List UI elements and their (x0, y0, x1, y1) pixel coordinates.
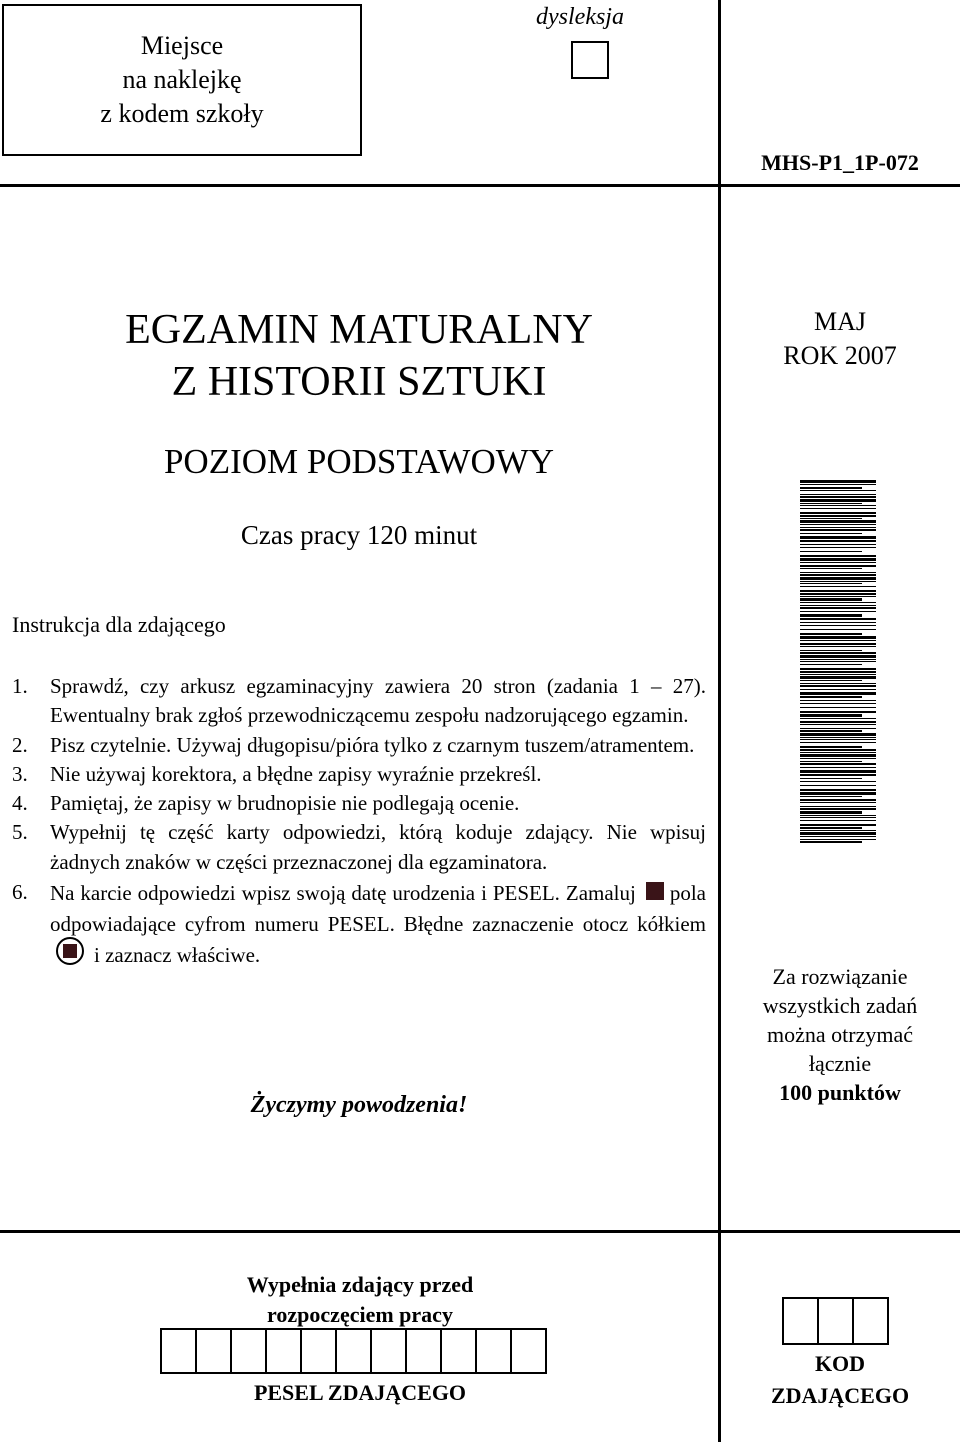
school-sticker-box (2, 4, 362, 156)
sticker-line-3: z kodem szkoły (100, 99, 264, 128)
kod-digit-box[interactable] (817, 1297, 854, 1345)
item6-part3: i zaznacz właściwe. (94, 943, 261, 968)
points-info (722, 962, 958, 1107)
pesel-input-boxes (162, 1328, 547, 1374)
exam-level: POZIOM PODSTAWOWY (163, 442, 555, 481)
exam-session (722, 305, 958, 373)
pesel-digit-box[interactable] (370, 1328, 407, 1374)
title-line-2: Z HISTORII SZTUKI (171, 359, 547, 405)
item-number: 5. (12, 820, 28, 845)
student-fill-heading (150, 1270, 570, 1330)
instructions-list (12, 672, 706, 971)
footer-divider (0, 1230, 960, 1233)
filled-square-icon (646, 882, 664, 900)
fill-line-1: Wypełnia zdający przed (246, 1272, 474, 1297)
pesel-digit-box[interactable] (510, 1328, 547, 1374)
item-number: 4. (12, 791, 28, 816)
pesel-digit-box[interactable] (440, 1328, 477, 1374)
kod-label (722, 1348, 958, 1412)
circled-square-icon (56, 937, 84, 965)
pesel-digit-box[interactable] (405, 1328, 442, 1374)
item-number: 3. (12, 761, 28, 786)
points-total: 100 punktów (779, 1080, 901, 1105)
points-line-1: Za rozwiązanie (772, 964, 908, 989)
kod-digit-box[interactable] (852, 1297, 889, 1345)
title-line-1: EGZAMIN MATURALNY (125, 307, 593, 353)
session-month: MAJ (813, 307, 866, 336)
item-text (50, 878, 706, 971)
exam-duration: Czas pracy 120 minut (240, 520, 478, 550)
list-item (12, 789, 706, 818)
item6-part1: Na karcie odpowiedzi wpisz swoją datę urodzenia i PESEL. Zamaluj (50, 881, 636, 906)
list-item (12, 818, 706, 877)
list-item (12, 878, 706, 971)
item-text: Pamiętaj, że zapisy w brudnopisie nie podlegają ocenie. (50, 791, 520, 816)
kod-digit-box[interactable] (782, 1297, 819, 1345)
sticker-line-1: Miejsce (140, 31, 224, 60)
pesel-label: PESEL ZDAJĄCEGO (253, 1380, 467, 1405)
pesel-digit-box[interactable] (230, 1328, 267, 1374)
kod-line-2: ZDAJĄCEGO (770, 1383, 910, 1408)
item-number: 2. (12, 732, 28, 757)
pesel-digit-box[interactable] (160, 1328, 197, 1374)
exam-title (0, 304, 718, 408)
item-text: Sprawdź, czy arkusz egzaminacyjny zawiera 20 stron (zadania 1 – 27). Ewentualny brak zgłoś przewodniczącemu zespołu nadzorującego egzamin. (50, 674, 706, 728)
list-item (12, 731, 706, 760)
kod-input-boxes (784, 1297, 889, 1345)
item-number: 6. (12, 880, 28, 905)
pesel-digit-box[interactable] (265, 1328, 302, 1374)
sticker-line-2: na naklejkę (122, 65, 242, 94)
vertical-divider (718, 0, 721, 1442)
list-item (12, 672, 706, 731)
pesel-digit-box[interactable] (475, 1328, 512, 1374)
points-line-4: łącznie (808, 1051, 872, 1076)
pesel-digit-box[interactable] (335, 1328, 372, 1374)
item-text: Wypełnij tę część karty odpowiedzi, którą koduje zdający. Nie wpisuj żadnych znaków w części przeznaczonej dla egzaminatora. (50, 820, 706, 874)
barcode-icon (800, 480, 876, 844)
list-item (12, 760, 706, 789)
header-divider (0, 184, 960, 187)
item6-part2: pola odpowiadające cyfrom numeru PESEL. Błędne zaznaczenie otocz kółkiem (50, 881, 706, 937)
dyslexia-label: dysleksja (536, 4, 624, 30)
session-year: ROK 2007 (783, 341, 897, 370)
points-line-2: wszystkich zadań (762, 993, 918, 1018)
item-number: 1. (12, 674, 28, 698)
good-luck-message: Życzymy powodzenia! (250, 1092, 468, 1118)
pesel-digit-box[interactable] (195, 1328, 232, 1374)
points-line-3: można otrzymać (767, 1022, 913, 1047)
fill-line-2: rozpoczęciem pracy (267, 1302, 453, 1327)
item-text: Pisz czytelnie. Używaj długopisu/pióra tylko z czarnym tuszem/atramentem. (50, 732, 695, 757)
instructions-heading: Instrukcja dla zdającego (12, 612, 226, 637)
dyslexia-checkbox[interactable] (571, 41, 609, 79)
item-text: Nie używaj korektora, a błędne zapisy wyraźnie przekreśl. (50, 761, 542, 786)
pesel-digit-box[interactable] (300, 1328, 337, 1374)
exam-code: MHS-P1_1P-072 (761, 150, 919, 175)
kod-line-1: KOD (814, 1351, 866, 1376)
